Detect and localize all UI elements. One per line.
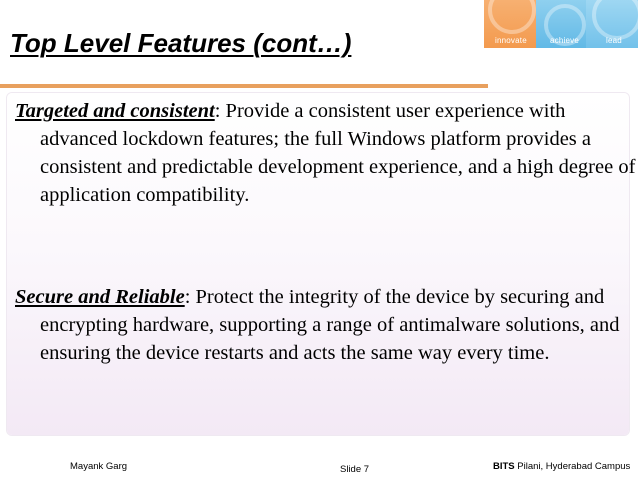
title-divider: [0, 84, 488, 88]
feature-paragraph: [15, 283, 638, 367]
feature-description: : Protect the integrity of the device by securing and encrypting hardware, supporting a range of antimalware solutions, and ensuring the device restarts and acts the same way every time.: [40, 286, 620, 364]
feature-term: Targeted and consistent: [15, 100, 215, 122]
banner-word-achieve: achieve: [550, 36, 579, 45]
header-banner: [484, 0, 638, 48]
banner-word-lead: lead: [606, 36, 622, 45]
feature-term: Secure and Reliable: [15, 286, 185, 308]
footer-campus-rest: Pilani, Hyderabad Campus: [514, 461, 631, 472]
footer-campus: [493, 461, 630, 472]
content-box: [7, 93, 636, 435]
slide-title: Top Level Features (cont…): [10, 28, 352, 58]
feature-description: : Provide a consistent user experience with advanced lockdown features; the full Windows platform provides a consistent and predictable development experience, and a high degree of application compatibility.: [40, 100, 636, 206]
footer-author: Mayank Garg: [70, 461, 128, 472]
footer-slide-number: Slide 7: [340, 464, 370, 475]
footer-campus-bold: BITS: [493, 461, 515, 472]
banner-word-innovate: innovate: [495, 36, 527, 45]
feature-paragraph: [15, 97, 638, 209]
